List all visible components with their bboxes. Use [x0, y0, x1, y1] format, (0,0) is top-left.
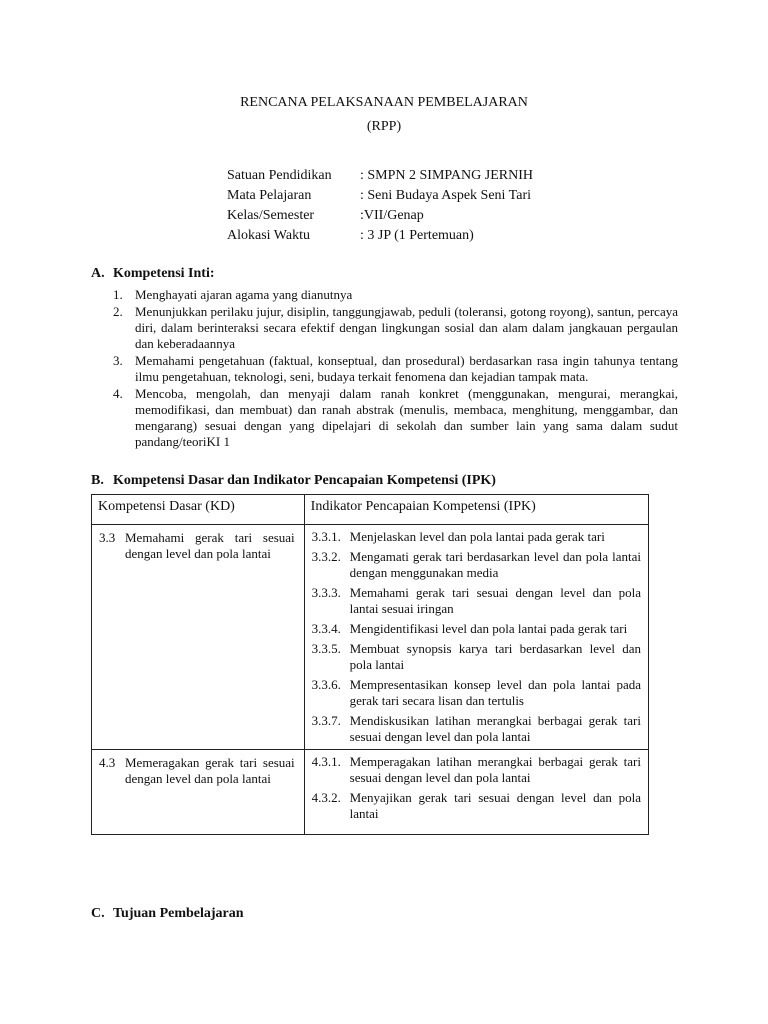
ipk-number: 4.3.1. — [311, 754, 341, 769]
section-letter: A. — [91, 266, 105, 281]
kd-cell — [92, 525, 305, 750]
identity-row — [227, 186, 533, 206]
ipk-item — [306, 547, 647, 583]
identity-block — [227, 166, 533, 246]
identity-row — [227, 206, 533, 226]
ipk-number: 4.3.2. — [311, 790, 341, 805]
ipk-item — [306, 527, 647, 547]
ipk-item — [306, 639, 647, 675]
ipk-text: Memperagakan latihan merangkai berbagai gerak tari sesuai dengan level dan pola lantai — [349, 754, 641, 785]
list-item — [113, 287, 678, 303]
ipk-number: 3.3.2. — [311, 549, 341, 564]
list-item — [113, 304, 678, 352]
ipk-text: Menyajikan gerak tari sesuai dengan level dan pola lantai — [349, 790, 641, 821]
ipk-number: 3.3.7. — [311, 713, 341, 728]
identity-label: Satuan Pendidikan — [227, 168, 332, 183]
kd-number: 4.3 — [99, 755, 116, 770]
list-number: 1. — [113, 287, 123, 302]
identity-row — [227, 166, 533, 186]
list-item — [113, 353, 678, 385]
identity-value: : 3 JP (1 Pertemuan) — [360, 228, 474, 243]
ipk-item — [306, 619, 647, 639]
kd-text: Memahami gerak tari sesuai dengan level dan pola lantai — [125, 530, 295, 561]
table-row — [92, 525, 649, 750]
ipk-number: 3.3.5. — [311, 641, 341, 656]
kd-cell — [92, 750, 305, 835]
list-number: 3. — [113, 353, 123, 368]
table-row — [92, 750, 649, 835]
column-header-kd: Kompetensi Dasar (KD) — [92, 495, 305, 525]
list-number: 2. — [113, 304, 123, 319]
section-title: Kompetensi Inti: — [113, 266, 215, 281]
kd-text: Memeragakan gerak tari sesuai dengan level dan pola lantai — [125, 755, 295, 786]
section-b-heading — [91, 473, 496, 489]
identity-label: Alokasi Waktu — [227, 228, 310, 243]
ipk-number: 3.3.1. — [311, 529, 341, 544]
ipk-number: 3.3.6. — [311, 677, 341, 692]
ipk-text: Mendiskusikan latihan merangkai berbagai gerak tari sesuai dengan level dan pola lantai — [349, 713, 641, 744]
section-letter: C. — [91, 906, 105, 921]
list-text: Menunjukkan perilaku jujur, disiplin, tanggungjawab, peduli (toleransi, gotong royong), santun, percaya diri, dalam berinteraksi secara efektif dengan lingkungan sosial dan alam dalam jangkauan pergaulan dan keberadaannya — [135, 304, 678, 351]
identity-value: : Seni Budaya Aspek Seni Tari — [360, 188, 532, 203]
section-title: Tujuan Pembelajaran — [113, 906, 244, 921]
identity-value: : SMPN 2 SIMPANG JERNIH — [360, 168, 533, 183]
ipk-text: Mengamati gerak tari berdasarkan level dan pola lantai dengan menggunakan media — [349, 549, 641, 580]
ipk-text: Membuat synopsis karya tari berdasarkan level dan pola lantai — [349, 641, 641, 672]
document-subtitle: (RPP) — [366, 119, 402, 134]
ipk-item — [306, 711, 647, 747]
section-letter: B. — [91, 473, 104, 488]
kompetensi-inti-list — [113, 287, 678, 451]
ipk-text: Memahami gerak tari sesuai dengan level dan pola lantai sesuai iringan — [349, 585, 641, 616]
ipk-text: Mengidentifikasi level dan pola lantai pada gerak tari — [349, 621, 628, 636]
list-text: Mencoba, mengolah, dan menyaji dalam ranah konkret (menggunakan, mengurai, merangkai, memodifikasi, dan membuat) dan ranah abstrak (menulis, membaca, menghitung, menggambar, dan mengarang) sesuai dengan yang dipelajari di sekolah dan sumber lain yang sama dalam sudut pandang/teoriKI 1 — [135, 386, 678, 449]
ipk-text: Menjelaskan level dan pola lantai pada gerak tari — [349, 529, 605, 544]
section-c-heading — [91, 906, 244, 922]
list-item — [113, 386, 678, 450]
list-number: 4. — [113, 386, 123, 401]
kd-ipk-table — [91, 494, 649, 835]
identity-value: :VII/Genap — [360, 208, 424, 223]
column-header-ipk: Indikator Pencapaian Kompetensi (IPK) — [304, 495, 648, 525]
ipk-number: 3.3.4. — [311, 621, 341, 636]
ipk-item — [306, 583, 647, 619]
ipk-text: Mempresentasikan konsep level dan pola lantai pada gerak tari secara lisan dan tertulis — [349, 677, 641, 708]
ipk-cell — [304, 525, 648, 750]
identity-row — [227, 226, 533, 246]
list-text: Menghayati ajaran agama yang dianutnya — [135, 287, 353, 302]
ipk-cell — [304, 750, 648, 835]
section-title: Kompetensi Dasar dan Indikator Pencapaian Kompetensi (IPK) — [113, 473, 496, 488]
list-text: Memahami pengetahuan (faktual, konseptual, dan prosedural) berdasarkan rasa ingin tahunya tentang ilmu pengetahuan, teknologi, seni, budaya terkait fenomena dan kejadian tampak mata. — [135, 353, 678, 384]
identity-label: Mata Pelajaran — [227, 188, 312, 203]
ipk-item — [306, 675, 647, 711]
identity-label: Kelas/Semester — [227, 208, 315, 223]
ipk-number: 3.3.3. — [311, 585, 341, 600]
kd-number: 3.3 — [99, 530, 116, 545]
section-a-heading — [91, 266, 215, 282]
table-header-row — [92, 495, 649, 525]
document-title: RENCANA PELAKSANAAN PEMBELAJARAN — [240, 95, 528, 110]
ipk-item — [306, 752, 647, 788]
ipk-item — [306, 788, 647, 824]
